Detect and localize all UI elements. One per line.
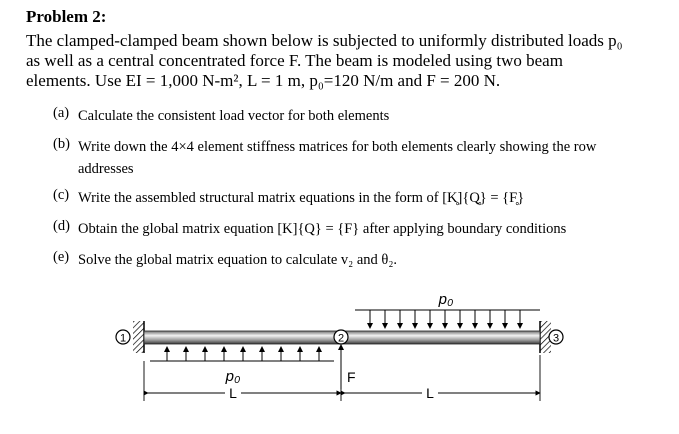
node-3-label: 3 xyxy=(552,332,560,345)
part-b-text-line2: addresses xyxy=(78,161,134,177)
left-wall-support xyxy=(133,321,144,353)
node-3 xyxy=(549,330,563,345)
part-b xyxy=(53,136,663,180)
dim-right-label: L xyxy=(426,385,434,401)
part-e-text: Solve the global matrix equation to calculate v₂ and θ₂. xyxy=(78,252,398,268)
top-load-arrows xyxy=(370,310,520,326)
intro-line-3: elements. Use EI = 1,000 N-m², L = 1 m, p₀=120 N/m and F = 200 N. xyxy=(26,71,501,90)
dim-left-label: L xyxy=(229,385,237,401)
intro-line-1: The clamped-clamped beam shown below is subjected to uniformly distributed loads p₀ xyxy=(26,31,623,50)
part-a-label: (a) xyxy=(53,105,70,121)
node-1-label: 1 xyxy=(119,332,127,345)
part-d-label: (d) xyxy=(53,218,70,234)
dimension-lines xyxy=(144,355,540,401)
node-1 xyxy=(116,330,130,345)
node-2-label: 2 xyxy=(337,332,345,345)
part-d-text: Obtain the global matrix equation [K]{Q} = {F} after applying boundary conditions xyxy=(78,221,567,237)
problem-title: Problem 2: xyxy=(26,7,107,26)
problem-statement xyxy=(26,31,666,91)
top-load-label: p₀ xyxy=(438,291,454,308)
beam-diagram xyxy=(0,285,679,434)
bottom-load-arrows xyxy=(167,349,319,361)
force-label: F xyxy=(347,369,356,385)
part-d xyxy=(53,218,663,240)
part-b-text: Write down the 4×4 element stiffness matrices for both elements clearly showing the row xyxy=(78,139,597,155)
part-a-text: Calculate the consistent load vector for both elements xyxy=(78,108,390,124)
part-b-label: (b) xyxy=(53,136,70,152)
part-e-label: (e) xyxy=(53,249,70,265)
intro-line-2: as well as a central concentrated force F. The beam is modeled using two beam xyxy=(26,51,563,70)
part-c-label: (c) xyxy=(53,187,70,203)
part-c xyxy=(53,187,663,209)
part-a xyxy=(53,105,663,127)
bottom-load-label: p₀ xyxy=(225,368,241,385)
node-2 xyxy=(334,330,348,345)
part-c-text: Write the assembled structural matrix equations in the form of [K̥]{Q̥} = {F̥} xyxy=(78,190,525,206)
part-e xyxy=(53,249,663,271)
part-b-text-wrap xyxy=(78,136,663,180)
